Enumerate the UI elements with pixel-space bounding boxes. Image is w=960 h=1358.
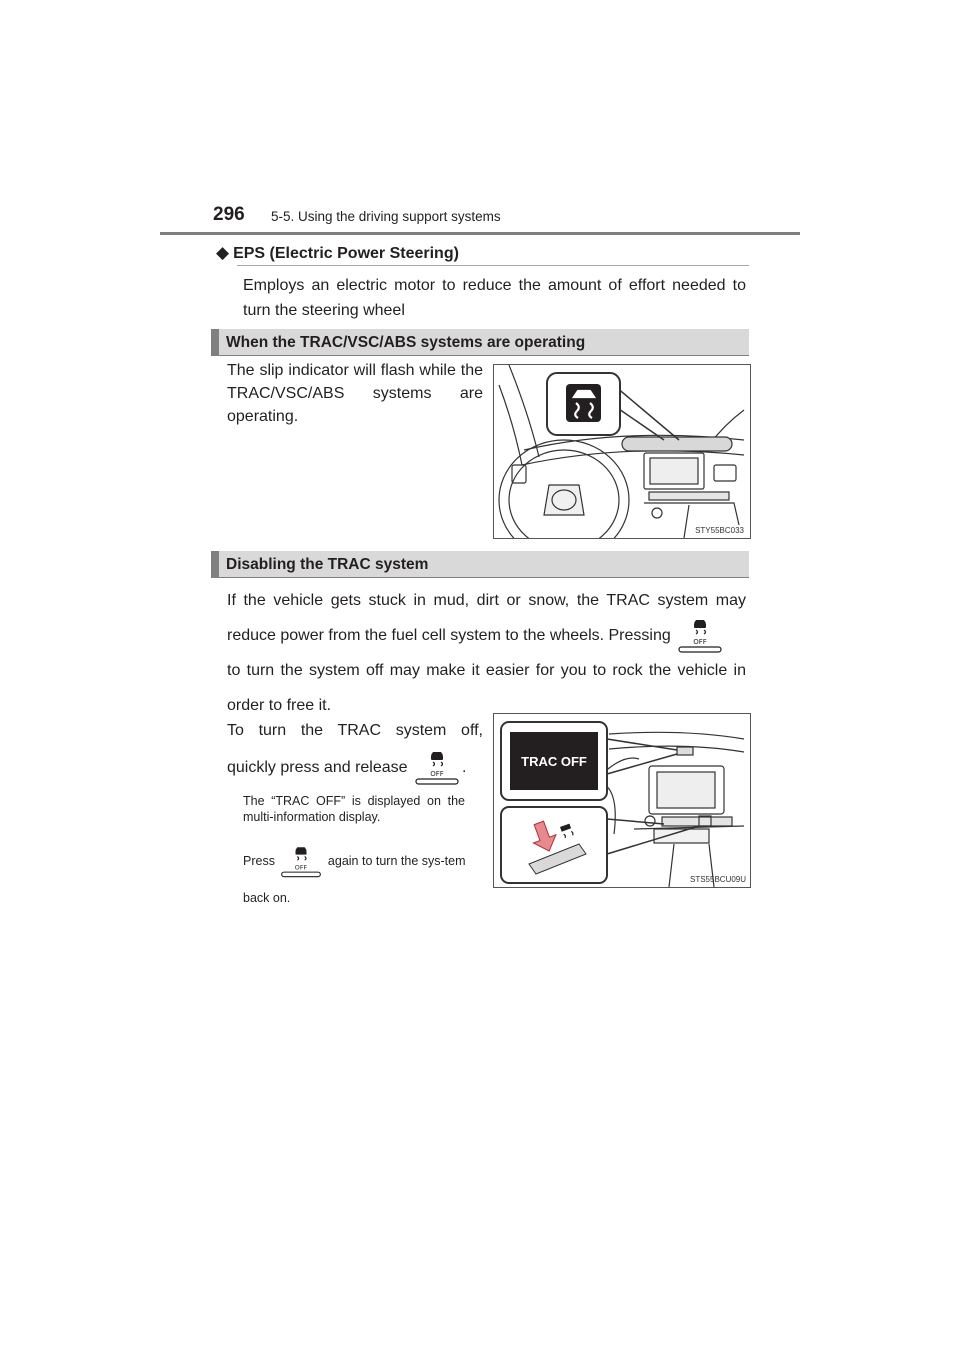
svg-text:OFF: OFF [693, 637, 707, 646]
slip-indicator-icon [566, 384, 601, 422]
trac-paragraph-part2: to turn the system off may make it easier for you to rock the vehicle in order to free it. [227, 662, 746, 714]
trac-paragraph-part1: If the vehicle gets stuck in mud, dirt or snow, the TRAC system may reduce power from the fuel cell system to the wheels. Pressing [227, 592, 746, 644]
vsc-off-button-icon [278, 846, 324, 878]
svg-text:OFF: OFF [295, 863, 308, 872]
eps-heading-text: EPS (Electric Power Steering) [233, 245, 459, 262]
eps-body: Employs an electric motor to reduce the amount of effort needed to turn the steering wheel [243, 277, 746, 319]
section-bar-disabling [211, 551, 749, 578]
section-bar-operating [211, 329, 749, 356]
slip-indicator-text: The slip indicator will flash while the TRAC/VSC/ABS systems are operating. [227, 362, 483, 425]
note-press-label: Press [243, 854, 275, 868]
dashboard-figure-trac-off [493, 713, 751, 888]
vsc-off-button-icon [675, 619, 725, 653]
note-trac-off-displayed: The “TRAC OFF” is displayed on the multi-information display. [243, 794, 465, 824]
section-title: 5-5. Using the driving support systems [271, 209, 501, 224]
turn-off-line2: quickly press and release [227, 759, 408, 776]
figure-code: STS55BCU09U [690, 875, 747, 884]
vsc-off-button-icon [412, 751, 462, 785]
section-title-operating: When the TRAC/VSC/ABS systems are operating [226, 334, 586, 351]
svg-text:OFF: OFF [430, 769, 444, 778]
trac-off-display-text: TRAC OFF [521, 754, 587, 769]
note-press-again [243, 843, 473, 917]
diamond-bullet-icon: ◆ [216, 243, 230, 262]
trac-off-illustration [494, 714, 750, 887]
dashboard-figure-slip-indicator [493, 364, 751, 539]
note-press-rest: again to turn the sys-tem back on. [243, 854, 466, 905]
section-title-disabling: Disabling the TRAC system [226, 556, 429, 573]
eps-heading [216, 243, 459, 263]
figure-code: STY55BC033 [695, 526, 744, 535]
page-number: 296 [213, 204, 245, 225]
turn-off-line1: To turn the TRAC system off, [227, 722, 483, 739]
trac-paragraph [227, 583, 746, 723]
turn-off-instruction [227, 712, 483, 786]
eps-rule [237, 265, 749, 266]
dashboard-illustration [494, 365, 750, 538]
header-rule [160, 232, 800, 235]
turn-off-end: . [462, 759, 467, 776]
